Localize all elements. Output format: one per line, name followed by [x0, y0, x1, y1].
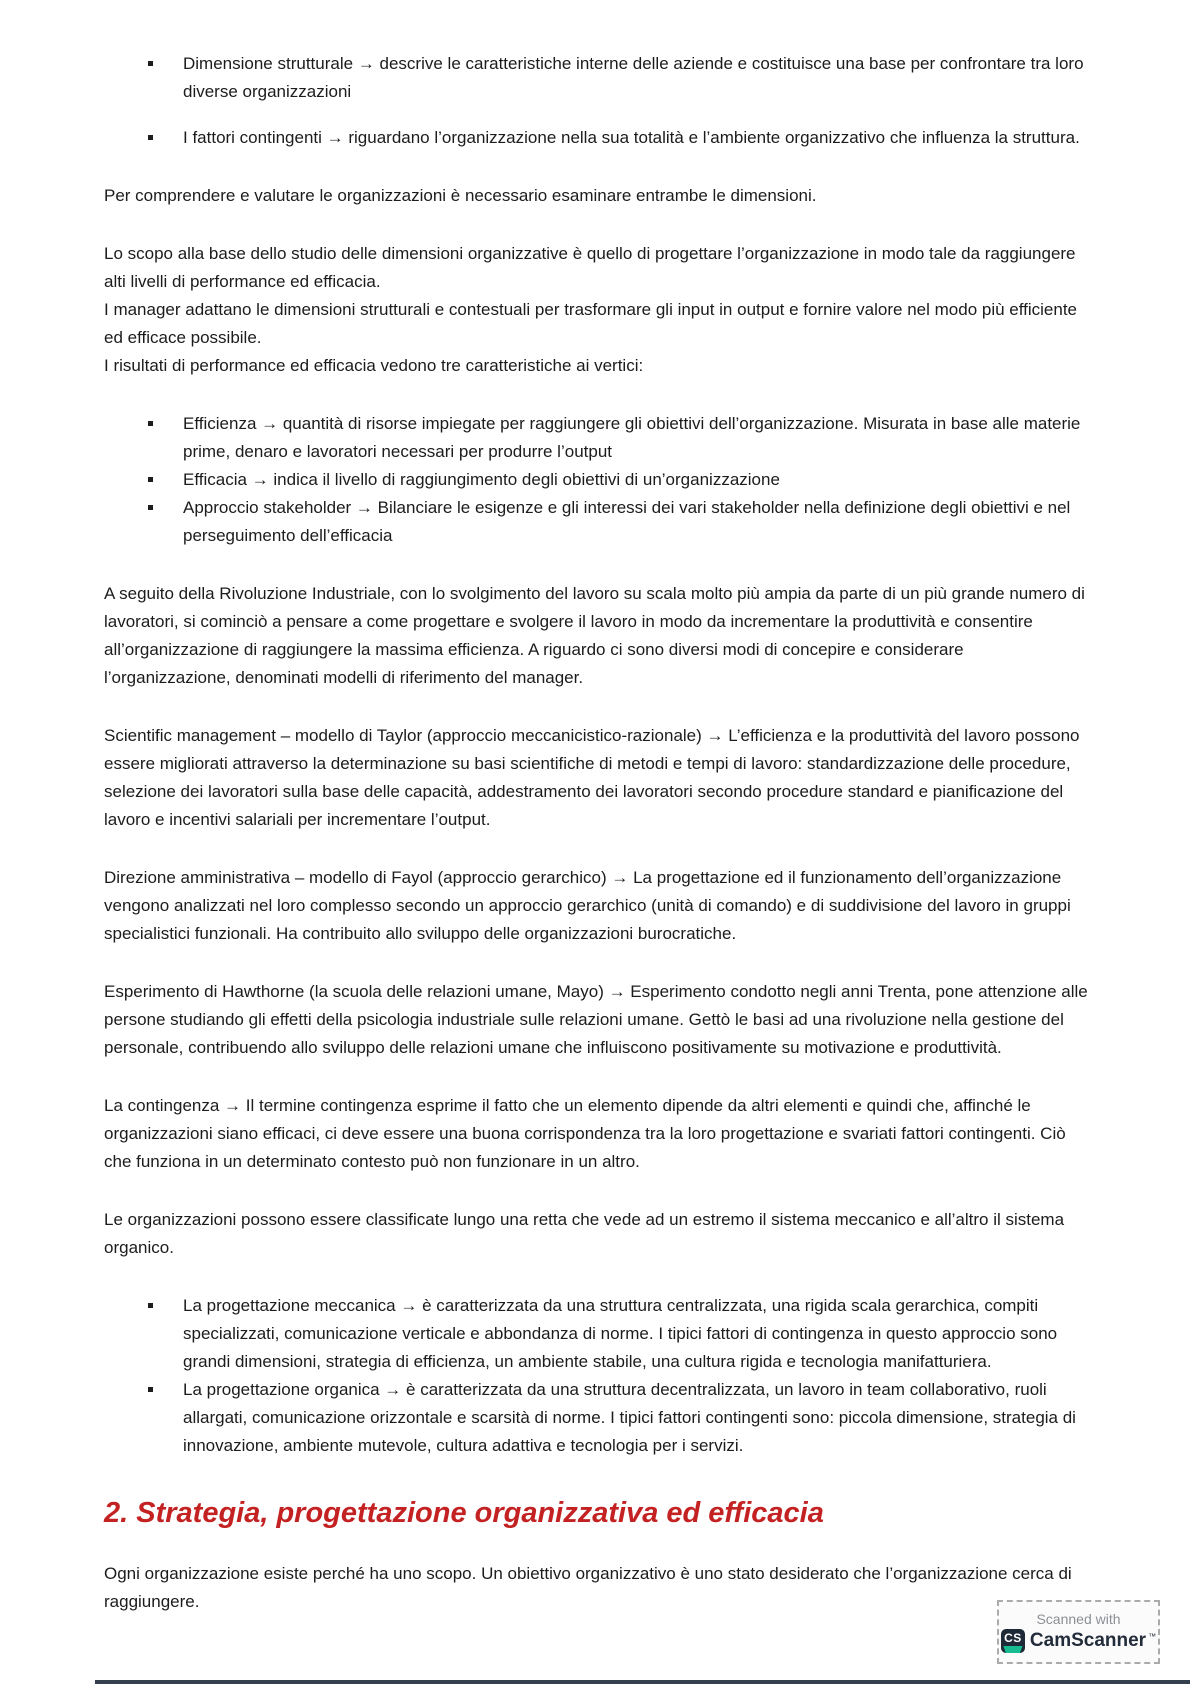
performance-bullet-list: [104, 410, 1090, 550]
paragraph-line: I risultati di performance ed efficacia vedono tre caratteristiche ai vertici:: [104, 356, 644, 375]
camscanner-logo-icon: [1001, 1629, 1025, 1653]
bullet-text: Efficacia → indica il livello di raggiungimento degli obiettivi di un’organizzazione: [183, 470, 780, 489]
paragraph-esperimento-hawthorne: Esperimento di Hawthorne (la scuola delle relazioni umane, Mayo) → Esperimento condotto negli anni Trenta, pone attenzione alle persone studiando gli effetti della psicologia industriale sulle relazioni umane. Gettò le basi ad una rivoluzione nella gestione del personale, contribuendo allo sviluppo delle relazioni umane che influiscono positivamente su motivazione e produttività.: [104, 982, 1088, 1057]
list-item: [104, 494, 1090, 550]
bullet-text: La progettazione meccanica → è caratterizzata da una struttura centralizzata, una rigida scala gerarchica, compiti specializzati, comunicazione verticale e abbondanza di norme. I tipici fattori di contingenza in questo approccio sono grandi dimensioni, strategia di efficienza, un ambiente stabile, una cultura rigida e tecnologia manifatturiera.: [183, 1296, 1058, 1371]
paragraph-scopo-studio: [104, 240, 1090, 380]
paragraph-comprendere: Per comprendere e valutare le organizzazioni è necessario esaminare entrambe le dimensioni.: [104, 186, 817, 205]
list-item: [104, 466, 1090, 494]
document-body-text: [104, 50, 1090, 1646]
paragraph-rivoluzione-industriale: A seguito della Rivoluzione Industriale, con lo svolgimento del lavoro su scala molto più ampia da parte di un più grande numero di lavoratori, si cominciò a pensare a come progettare e svolgere il lavoro in modo da incrementare la produttività e consentire all’organizzazione di raggiungere la massima efficienza. A riguardo ci sono diversi modi di concepire e considerare l’organizzazione, denominati modelli di riferimento del manager.: [104, 584, 1085, 687]
list-item: [104, 1292, 1090, 1376]
paragraph-obiettivo-organizzativo: Ogni organizzazione esiste perché ha uno scopo. Un obiettivo organizzativo è uno stato desiderato che l’organizzazione cerca di raggiungere.: [104, 1564, 1072, 1611]
page-bottom-edge-bar: [95, 1680, 1190, 1684]
paragraph-line: I manager adattano le dimensioni strutturali e contestuali per trasformare gli input in output e fornire valore nel modo più efficiente ed efficace possibile.: [104, 300, 1078, 347]
cs-logo-letters: CS: [1004, 1631, 1022, 1645]
paragraph-classificazione-organizzazioni: Le organizzazioni possono essere classificate lungo una retta che vede ad un estremo il sistema meccanico e all’altro il sistema organico.: [104, 1210, 1065, 1257]
progettazione-bullet-list: [104, 1292, 1090, 1460]
list-item: [104, 1376, 1090, 1460]
bullet-text: Efficienza → quantità di risorse impiegate per raggiungere gli obiettivi dell’organizzazione. Misurata in base alle materie prime, denaro e lavoratori necessari per produrre l’output: [183, 414, 1081, 461]
camscanner-brand-row: [1001, 1629, 1156, 1653]
bullet-text: La progettazione organica → è caratterizzata da una struttura decentralizzata, un lavoro in team collaborativo, ruoli allargati, comunicazione orizzontale e scarsità di norme. I tipici fattori contingenti sono: piccola dimensione, strategia di innovazione, ambiente mutevole, cultura adattiva e tecnologia per i servizi.: [183, 1380, 1076, 1455]
section-heading-strategia: 2. Strategia, progettazione organizzativa ed efficacia: [104, 1497, 824, 1529]
paragraph-line: Lo scopo alla base dello studio delle dimensioni organizzative è quello di progettare l’organizzazione in modo tale da raggiungere alti livelli di performance ed efficacia.: [104, 244, 1076, 291]
camscanner-brand-name: CamScanner: [1029, 1630, 1147, 1651]
scanned-with-label: Scanned with: [1036, 1611, 1121, 1627]
list-item: [104, 50, 1090, 106]
cs-logo-teal-base: [1001, 1646, 1025, 1653]
paragraph-scientific-management: Scientific management – modello di Taylor (approccio meccanicistico-razionale) → L’efficienza e la produttività del lavoro possono essere migliorati attraverso la determinazione su basi scientifiche di metodi e tempi di lavoro: standardizzazione delle procedure, selezione dei lavoratori sulla base delle capacità, addestramento dei lavoratori secondo procedure standard e pianificazione del lavoro e incentivi salariali per incrementare l’output.: [104, 726, 1080, 829]
camscanner-watermark: [997, 1600, 1160, 1664]
paragraph-contingenza: La contingenza → Il termine contingenza esprime il fatto che un elemento dipende da altri elementi e quindi che, affinché le organizzazioni siano efficaci, ci deve essere una buona corrispondenza tra la loro progettazione e svariati fattori contingenti. Ciò che funziona in un determinato contesto può non funzionare in un altro.: [104, 1096, 1066, 1171]
bullet-text: I fattori contingenti → riguardano l’organizzazione nella sua totalità e l’ambiente organizzativo che influenza la struttura.: [183, 128, 1080, 147]
bullet-text: Dimensione strutturale → descrive le caratteristiche interne delle aziende e costituisce una base per confrontare tra loro diverse organizzazioni: [183, 54, 1084, 101]
trademark-symbol: ™: [1148, 1632, 1157, 1641]
list-item: [104, 124, 1090, 152]
paragraph-direzione-amministrativa: Direzione amministrativa – modello di Fayol (approccio gerarchico) → La progettazione ed il funzionamento dell’organizzazione vengono analizzati nel loro complesso secondo un approccio gerarchico (unità di comando) e di suddivisione del lavoro in gruppi specialistici funzionali. Ha contribuito allo sviluppo delle organizzazioni burocratiche.: [104, 868, 1071, 943]
bullet-text: Approccio stakeholder → Bilanciare le esigenze e gli interessi dei vari stakeholder nella definizione degli obiettivi e nel perseguimento dell’efficacia: [183, 498, 1071, 545]
dimension-bullet-list: [104, 50, 1090, 152]
list-item: [104, 410, 1090, 466]
